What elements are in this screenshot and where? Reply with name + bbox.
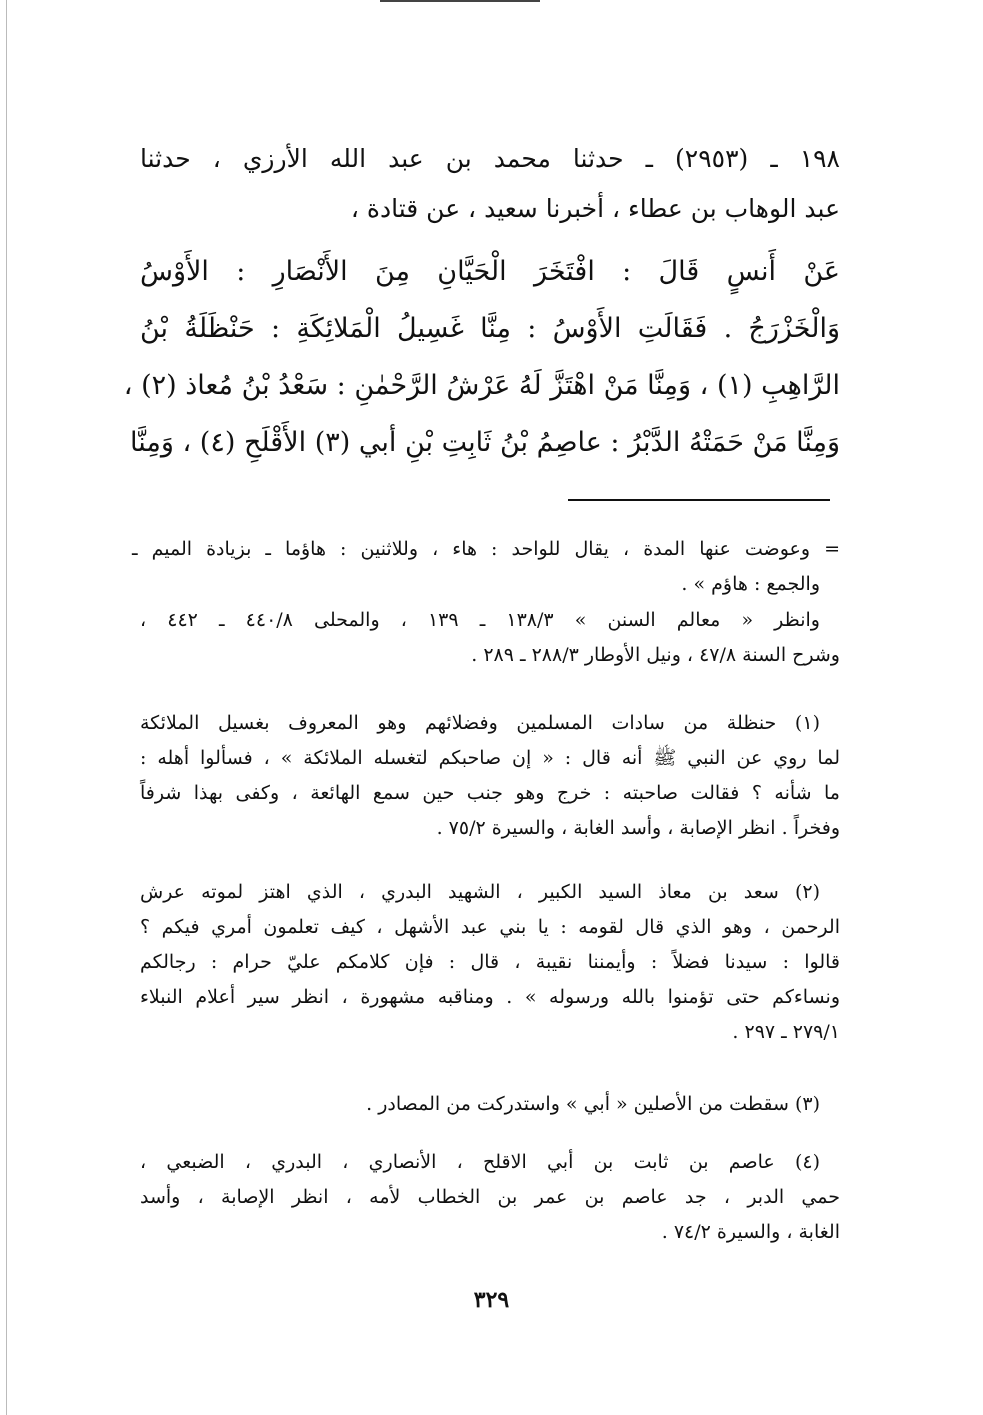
hadith-line-4: وَمِنَّا مَنْ حَمَتْهُ الدَّبْرُ : عاصِمُ بْنُ ثَابِتِ بْنِ أبي (٣) الأَقْلَحِ (٤) ، وَمِنَّا	[130, 427, 840, 458]
isnad-line-1: ١٩٨ ـ (٢٩٥٣) ـ حدثنا محمد بن عبد الله الأرزي ، حدثنا	[140, 144, 840, 173]
footnote-4-line-2: حمي الدبر ، جد عاصم بن عمر بن الخطاب لأمه ، انظر الإصابة ، وأسد	[140, 1186, 840, 1208]
footnote-4-line-3: الغابة ، والسيرة ٧٤/٢ .	[661, 1221, 840, 1243]
footnote-1-line-3: ما شأنه ؟ فقالت صاحبته : خرج وهو جنب حين سمع الهائعة ، وكفى بهذا شرفاً	[140, 782, 840, 804]
footnote-2-line-5: ٢٧٩/١ ـ ٢٩٧ .	[732, 1021, 840, 1043]
page-number: ٣٢٩	[473, 1287, 510, 1313]
footnote-2-line-2: الرحمن ، وهو الذي قال لقومه : يا بني عبد الأشهل ، كيف تعلمون أمري فيكم ؟	[140, 916, 840, 938]
footnote-continuation-line-1: = وعوضت عنها المدة ، يقال للواحد : هاء ، وللاثنين : هاؤما ـ بزيادة الميم ـ	[132, 538, 840, 560]
top-edge-rule	[380, 0, 540, 2]
references-line-1: وانظر « معالم السنن » ١٣٨/٣ ـ ١٣٩ ، والمحلى ٤٤٠/٨ ـ ٤٤٢ ،	[140, 609, 820, 631]
footnote-1-line-1: (١) حنظلة من سادات المسلمين وفضلائهم وهو المعروف بغسيل الملائكة	[140, 712, 820, 734]
footnote-4	[140, 1145, 840, 1250]
isnad-block	[140, 134, 840, 234]
hadith-line-3: الرَّاهِبِ (١) ، وَمِنَّا مَنْ اهْتَزَّ لَهُ عَرْشُ الرَّحْمٰنِ : سَعْدُ بْنُ مُعاذ (٢) ،	[123, 370, 840, 401]
footnote-2-line-1: (٢) سعد بن معاذ السيد الكبير ، الشهيد البدري ، الذي اهتز لموته عرش	[140, 881, 820, 903]
footnote-references	[140, 603, 840, 673]
isnad-line-2: عبد الوهاب بن عطاء ، أخبرنا سعيد ، عن قتادة ،	[350, 194, 840, 223]
hadith-line-2: وَالْخَزْرَجُ . فَقَالَتِ الأَوْسُ : مِنَّا غَسِيلُ الْمَلائِكَةِ : حَنْظَلَةُ بْنُ	[140, 313, 840, 344]
references-line-2: وشرح السنة ٤٧/٨ ، ونيل الأوطار ٢٨٨/٣ ـ ٢٨٩ .	[471, 644, 840, 666]
hadith-line-1: عَنْ أَنسٍ قَالَ : افْتَخَرَ الْحَيَّانِ مِنَ الأَنْصَارِ : الأَوْسُ	[140, 256, 840, 287]
footnote-3-line-1: (٣) سقطت من الأصلين « أبي » واستدركت من المصادر .	[366, 1093, 820, 1115]
footnote-1-line-2: لما روي عن النبي ﷺ أنه قال : « إن صاحبكم لتغسله الملائكة » ، فسألوا أهله :	[140, 747, 840, 769]
footnote-divider	[568, 499, 830, 501]
footnote-2	[140, 875, 840, 1050]
footnote-1	[140, 706, 840, 846]
page-margin-line	[6, 0, 7, 1415]
footnote-3	[140, 1087, 840, 1122]
footnote-2-line-3: قالوا : سيدنا فضلاً : وأيمننا نقيبة ، قال : فإن كلامكم عليّ حرام : رجالكم	[140, 951, 840, 973]
footnote-continuation-line-2: والجمع : هاؤم » .	[681, 573, 820, 595]
hadith-block	[123, 243, 840, 471]
footnote-continuation	[132, 532, 840, 602]
footnote-4-line-1: (٤) عاصم بن ثابت بن أبي الاقلح ، الأنصاري ، البدري ، الضبعي ،	[140, 1151, 820, 1173]
footnote-2-line-4: ونساءكم حتى تؤمنوا بالله ورسوله » . ومناقبه مشهورة ، انظر سير أعلام النبلاء	[140, 986, 840, 1008]
footnote-1-line-4: وفخراً . انظر الإصابة ، وأسد الغابة ، والسيرة ٧٥/٢ .	[436, 817, 840, 839]
